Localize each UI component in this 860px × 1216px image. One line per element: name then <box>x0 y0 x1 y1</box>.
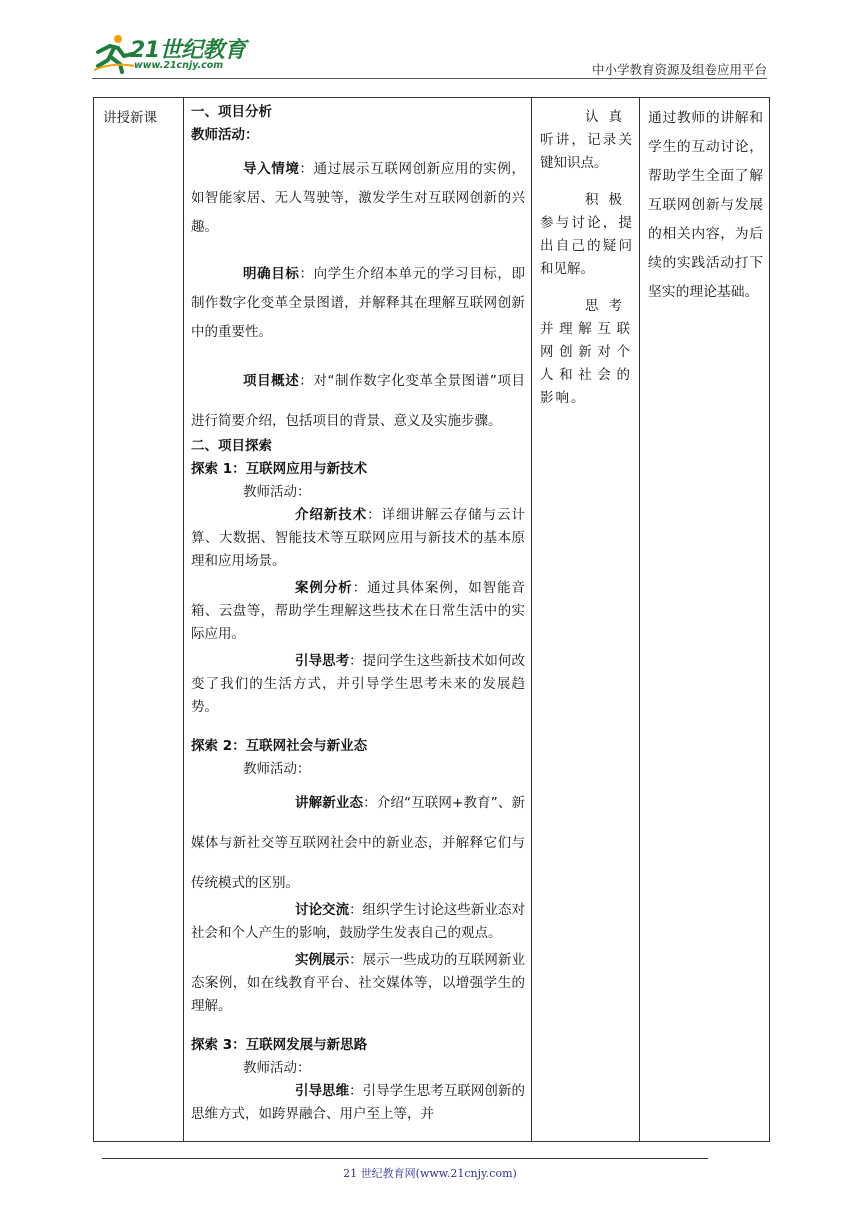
paragraph-text: ：向学生介绍本单元的学习目标，即制作数字化变革全景图谱，并解释其在理解互联网创新中的重要性。 <box>191 266 526 340</box>
paragraph-label: 明确目标 <box>243 266 300 282</box>
teacher-activity-label: 教师活动： <box>191 127 259 143</box>
paragraph-text: ：介绍“互联网+教育”、新媒体与新社交等互联网社会中的新业态，并解释它们与传统模式的区别。 <box>191 795 525 891</box>
footer-text: 21 世纪教育网(www.21cnjy.com) <box>343 1167 517 1180</box>
paragraph-label: 介绍新技术 <box>295 507 368 523</box>
footer-divider <box>102 1158 708 1159</box>
activity-text: 参与讨论，提出自己的疑问和见解。 <box>540 215 632 277</box>
explore-paragraph <box>191 1080 525 1126</box>
row-label: 讲授新课 <box>103 110 157 126</box>
explore-paragraph <box>191 949 525 1018</box>
activity-lead: 认真 <box>585 109 632 125</box>
teacher-activity-label: 教师活动： <box>243 761 311 777</box>
paragraph-text: ：组织学生讨论这些新业态对社会和个人产生的影响，鼓励学生发表自己的观点。 <box>191 902 525 941</box>
explore-paragraph <box>191 783 525 903</box>
student-activity-cell <box>532 98 640 1142</box>
paragraph-label: 项目概述 <box>243 373 300 389</box>
logo-url: www.21cnjy.com <box>134 60 224 71</box>
activity-text: 并理解互联网创新对个人和社会的影响。 <box>540 321 632 406</box>
paragraph-text: ：对“制作数字化变革全景图谱”项目进行简要介绍，包括项目的背景、意义及实施步骤。 <box>191 373 525 429</box>
paragraph-text: ：通过具体案例，如智能音箱、云盘等，帮助学生理解这些技术在日常生活中的实际应用。 <box>191 580 526 642</box>
explore-title: 探索 3：互联网发展与新思路 <box>191 1037 368 1053</box>
goal-paragraph <box>191 260 525 347</box>
paragraph-label: 导入情境 <box>243 161 300 177</box>
student-activity-item <box>540 189 632 281</box>
explore-paragraph <box>191 577 525 646</box>
activity-lead: 积极 <box>585 192 632 208</box>
teacher-activity-label: 教师活动： <box>243 1060 311 1076</box>
teacher-activity-label: 教师活动： <box>243 484 311 500</box>
lesson-table <box>93 97 770 1142</box>
paragraph-text: ：提问学生这些新技术如何改变了我们的生活方式，并引导学生思考未来的发展趋势。 <box>191 653 525 715</box>
student-activity <box>532 98 639 410</box>
section-title: 二、项目探索 <box>191 438 272 454</box>
paragraph-text: ：引导学生思考互联网创新的思维方式，如跨界融合、用户至上等，并 <box>191 1083 525 1122</box>
activity-lead: 思考 <box>585 298 632 314</box>
paragraph-label: 实例展示 <box>295 952 350 968</box>
paragraph-text: ：通过展示互联网创新应用的实例，如智能家居、无人驾驶等，激发学生对互联网创新的兴趣。 <box>191 161 526 235</box>
explore-paragraph <box>191 650 525 719</box>
row-label-cell <box>94 98 184 1142</box>
platform-name: 中小学教育资源及组卷应用平台 <box>591 62 767 77</box>
page-header <box>92 28 767 78</box>
activity-text: 听讲，记录关键知识点。 <box>540 132 632 171</box>
overview-paragraph <box>191 361 525 441</box>
paragraph-label: 讲解新业态 <box>295 795 364 811</box>
logo-text: 21世纪教育 <box>130 38 246 63</box>
explore-title: 探索 2：互联网社会与新业态 <box>191 738 368 754</box>
explore-paragraph <box>191 899 525 945</box>
student-activity-item <box>540 106 632 175</box>
table-row <box>94 98 770 1142</box>
student-activity-item <box>540 295 632 410</box>
design-intent-cell <box>640 98 770 1142</box>
intro-paragraph <box>191 155 525 242</box>
teaching-content-cell <box>184 98 532 1142</box>
header-divider <box>92 78 767 79</box>
paragraph-text: ：展示一些成功的互联网新业态案例，如在线教育平台、社交媒体等，以增强学生的理解。 <box>191 952 525 1014</box>
paragraph-label: 讨论交流 <box>295 902 350 918</box>
site-logo <box>92 32 262 74</box>
paragraph-label: 引导思维 <box>295 1083 350 1099</box>
teaching-content <box>184 98 531 1126</box>
design-intent: 通过教师的讲解和学生的互动讨论，帮助学生全面了解互联网创新与发展的相关内容，为后续的实践活动打下坚实的理论基础。 <box>648 110 763 300</box>
paragraph-label: 引导思考 <box>295 653 350 669</box>
paragraph-text: ：详细讲解云存储与云计算、大数据、智能技术等互联网应用与新技术的基本原理和应用场景。 <box>191 507 526 569</box>
explore-title: 探索 1：互联网应用与新技术 <box>191 461 368 477</box>
paragraph-label: 案例分析 <box>295 580 353 596</box>
section-title: 一、项目分析 <box>191 104 272 120</box>
explore-paragraph <box>191 504 525 573</box>
